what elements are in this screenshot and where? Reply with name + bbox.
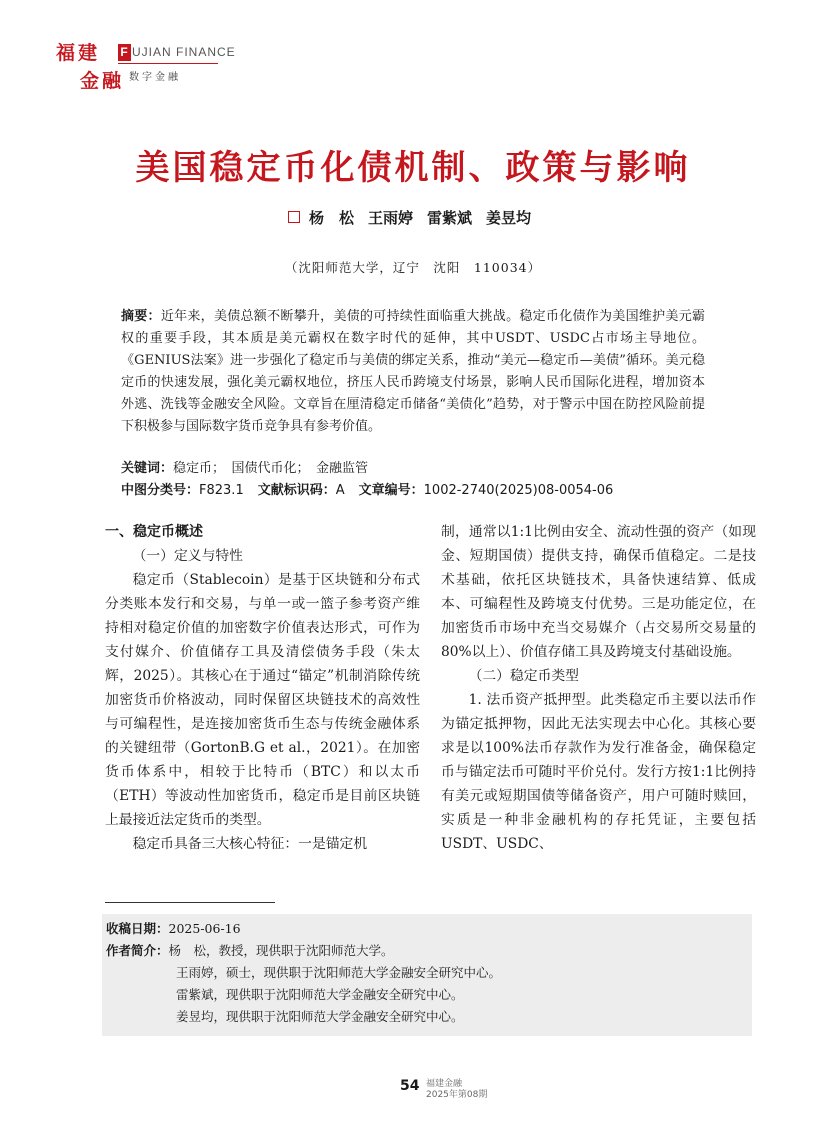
abstract-label: 摘要： [121,309,161,324]
article-id-label: 文章编号： [358,483,424,498]
clc-value: F823.1 [199,483,244,498]
keywords-label: 关键词： [121,461,174,476]
author-name: 杨 松 [308,209,354,227]
abstract [121,306,705,438]
received-value: 2025-06-16 [168,921,241,936]
clc-label: 中图分类号： [121,483,200,498]
footer-journal-name: 福建金融 [426,1079,463,1089]
affiliation: （沈阳师范大学，辽宁 沈阳 110034） [284,260,542,275]
abstract-text: 近年来，美债总额不断攀升，美债的可持续性面临重大挑战。稳定币化债作为美国维护美元霸权的重要手段，其本质是美元霸权在数字时代的延伸，其中USDT、USDC占市场主导地位。《GENIUS法案》进一步强化了稳定币与美债的绑定关系，推动“美元—稳定币—美债”循环。美元稳定币的快速发展，强化美元霸权地位，挤压人民币跨境支付场景，影响人民币国际化进程，增加资本外逃、洗钱等金融安全风险。文章旨在厘清稳定币储备“美债化”趋势，对于警示中国在防控风险前提下积极参与国际数字货币竞争具有参考价值。 [121,309,705,434]
keywords [121,458,705,480]
author-name: 王雨婷 [367,209,413,227]
paragraph: 稳定币（Stablecoin）是基于区块链和分布式分类账本发行和交易，与单一或一篮子参考资产维持相对稳定价值的加密数字价值表达形式，可作为支付媒介、价值储存工具及清偿债务手段（朱太辉，2025）。其核心在于通过“锚定”机制消除传统加密货币价格波动，同时保留区块链技术的高效性与可编程性，是连接加密货币生态与传统金融体系的关键纽带（GortonB.G et al.，2021）。在加密货币体系中，相较于比特币（BTC）和以太币（ETH）等波动性加密货币，稳定币是目前区块链上最接近法定货币的类型。 [105,572,420,828]
journal-logo-cn-top: 福建 [56,42,101,64]
author-marker-icon [288,211,300,223]
page-number: 54 [400,1078,420,1094]
article-title: 美国稳定币化债机制、政策与影响 [135,148,691,188]
author-name: 雷紫斌 [427,209,473,227]
journal-logo-en [118,44,236,61]
received-date [106,918,752,940]
footnote-box [102,914,752,1036]
body-column-right [441,520,756,856]
section-label: 数字金融 [129,72,181,83]
section-heading: 一、稳定币概述 [105,524,203,540]
received-label: 收稿日期： [106,921,169,936]
paragraph: 制，通常以1:1比例由安全、流动性强的资产（如现金、短期国债）提供支持，确保币值稳定。二是技术基础，依托区块链技术，具备快速结算、低成本、可编程性及跨境支付优势。三是功能定位，在加密货币市场中充当交易媒介（占交易所交易量的80%以上）、价值存储工具及跨境支付基础设施。 [441,524,756,660]
author-bio-text: 姜昱均，现供职于沈阳师范大学金融安全研究中心。 [176,1009,464,1024]
footer-issue: 2025年第08期 [426,1090,488,1100]
keywords-text: 稳定币； 国债代币化； 金融监管 [173,461,369,476]
journal-logo-en-rest: UJIAN FINANCE [132,45,236,59]
article-id-value: 1002-2740(2025)08-0054-06 [423,483,614,498]
journal-logo-initial: F [118,44,131,61]
classification-line [121,480,741,502]
author-bio-text: 王雨婷，硕士，现供职于沈阳师范大学金融安全研究中心。 [176,965,502,980]
doc-code-label: 文献标识码： [257,483,336,498]
logo-divider [118,63,218,64]
doc-code-value: A [335,483,345,498]
author-bio-text: 杨 松，教授，现供职于沈阳师范大学。 [168,943,394,958]
body-column-left [105,520,420,856]
author-list [0,207,826,228]
author-bio-text: 雷紫斌，现供职于沈阳师范大学金融安全研究中心。 [176,987,464,1002]
author-name: 姜昱均 [486,209,532,227]
paragraph: 稳定币具备三大核心特征：一是锚定机 [132,836,368,852]
paragraph: 1. 法币资产抵押型。此类稳定币主要以法币作为锚定抵押物，因此无法实现去中心化。其核心要求是以100%法币存款作为发行准备金，确保稳定币与锚定法币可随时平价兑付。发行方按1:1比例持有美元或短期国债等储备资产，用户可随时赎回，实质是一种非金融机构的存托凭证，主要包括USDT、USDC、 [441,692,756,852]
author-bio-label: 作者简介： [106,943,169,958]
author-bio [106,940,752,962]
subsection-heading: （二）稳定币类型 [468,668,579,684]
journal-logo-cn-bottom: 金融 [80,70,125,92]
footnote-divider [105,902,275,903]
footer-journal [426,1079,487,1101]
subsection-heading: （一）定义与特性 [132,548,243,564]
